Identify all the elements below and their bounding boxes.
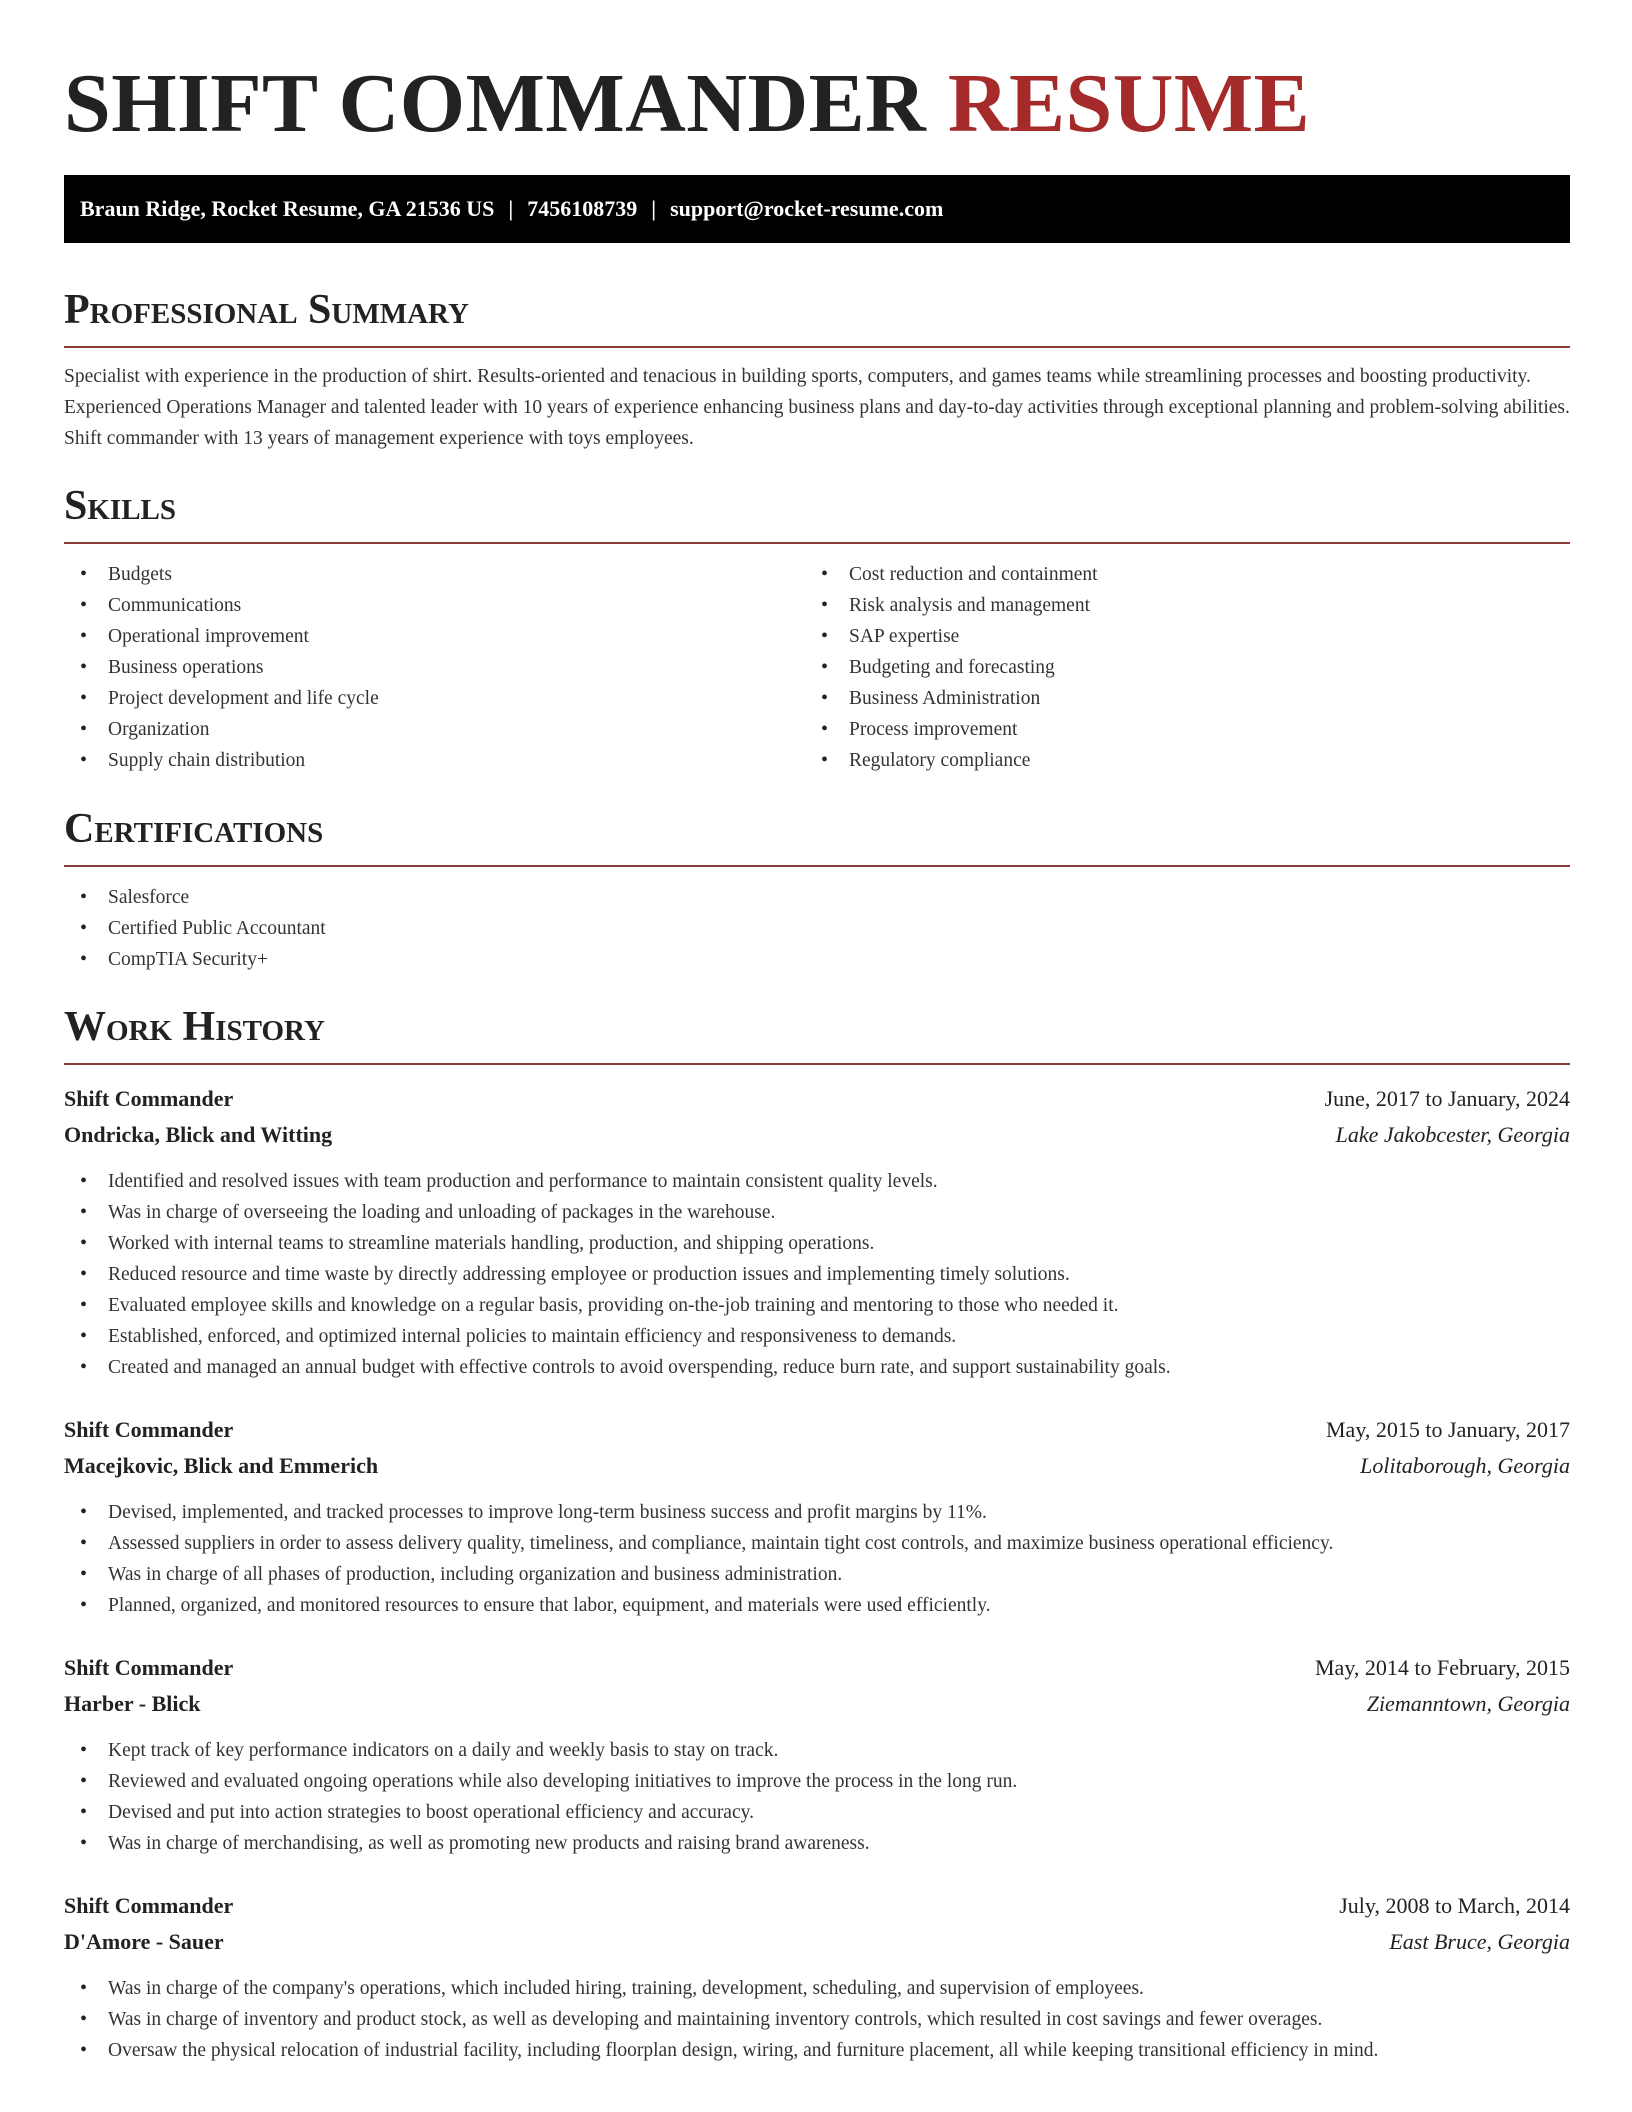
section-divider	[64, 1063, 1570, 1065]
job-entry	[64, 1412, 1570, 1621]
job-header	[64, 1888, 1570, 1924]
job-duties	[64, 1497, 1570, 1621]
resume-page	[64, 0, 1570, 2066]
job-entry	[64, 1650, 1570, 1859]
job-header	[64, 1412, 1570, 1448]
job-duty-item: • Was in charge of all phases of production, including organization and business administration.	[64, 1559, 1570, 1590]
job-duty-item: • Devised and put into action strategies to boost operational efficiency and accuracy.	[64, 1797, 1570, 1828]
contact-phone: 7456108739	[527, 196, 638, 221]
summary-section	[64, 285, 1570, 454]
job-subheader	[64, 1117, 1570, 1153]
skill-item: • Risk analysis and management	[805, 590, 1546, 621]
job-duty-item: • Assessed suppliers in order to assess delivery quality, timeliness, and compliance, maintain tight cost controls, and maximize business operational efficiency.	[64, 1528, 1570, 1559]
skill-item: • Cost reduction and containment	[805, 559, 1546, 590]
job-duty-item: • Worked with internal teams to streamline materials handling, production, and shipping operations.	[64, 1228, 1570, 1259]
job-location: East Bruce, Georgia	[1389, 1929, 1570, 1954]
job-header	[64, 1650, 1570, 1686]
job-duties	[64, 1735, 1570, 1859]
job-location: Lake Jakobcester, Georgia	[1335, 1122, 1570, 1147]
job-duty-item: • Was in charge of overseeing the loading and unloading of packages in the warehouse.	[64, 1197, 1570, 1228]
certifications-list	[64, 882, 1570, 975]
job-entry	[64, 1888, 1570, 2066]
job-duty-item: • Reviewed and evaluated ongoing operations while also developing initiatives to improve the process in the long run.	[64, 1766, 1570, 1797]
skill-item: • Budgeting and forecasting	[805, 652, 1546, 683]
job-duty-item: • Was in charge of merchandising, as well as promoting new products and raising brand awareness.	[64, 1828, 1570, 1859]
job-duty-item: • Reduced resource and time waste by directly addressing employee or production issues and implementing timely solutions.	[64, 1259, 1570, 1290]
summary-text: Specialist with experience in the production of shirt. Results-oriented and tenacious in building sports, computers, and games teams while streamlining processes and boosting productivity. Experienced Operations Manager and talented leader with 10 years of experience enhancing business plans and day-to-day activities through exceptional planning and problem-solving abilities. Shift commander with 13 years of management experience with toys employees.	[64, 366, 1570, 449]
job-duty-item: • Planned, organized, and monitored resources to ensure that labor, equipment, and materials were used efficiently.	[64, 1590, 1570, 1621]
job-duties	[64, 1973, 1570, 2066]
skill-item: • Business operations	[64, 652, 805, 683]
skill-item: • Project development and life cycle	[64, 683, 805, 714]
job-duties	[64, 1166, 1570, 1383]
job-duty-item: • Was in charge of the company's operations, which included hiring, training, development, scheduling, and supervision of employees.	[64, 1973, 1570, 2004]
job-role: Shift Commander	[64, 1417, 234, 1442]
certification-item: • Salesforce	[64, 882, 1570, 913]
job-role: Shift Commander	[64, 1655, 234, 1680]
job-company: Ondricka, Blick and Witting	[64, 1122, 333, 1147]
job-subheader	[64, 1924, 1570, 1960]
skills-column-right	[805, 559, 1546, 776]
skill-item: • Regulatory compliance	[805, 745, 1546, 776]
job-subheader	[64, 1686, 1570, 1722]
skills-column-left	[64, 559, 805, 776]
skill-item: • Business Administration	[805, 683, 1546, 714]
job-dates: July, 2008 to March, 2014	[1339, 1893, 1570, 1918]
job-duty-item: • Devised, implemented, and tracked processes to improve long-term business success and profit margins by 11%.	[64, 1497, 1570, 1528]
certifications-section	[64, 804, 1570, 975]
work-history-heading: Work History	[64, 1004, 325, 1050]
contact-address: Braun Ridge, Rocket Resume, GA 21536 US	[80, 196, 495, 221]
skill-item: • Supply chain distribution	[64, 745, 805, 776]
work-history-section	[64, 1002, 1570, 2066]
certification-item: • Certified Public Accountant	[64, 913, 1570, 944]
skill-item: • Organization	[64, 714, 805, 745]
job-duty-item: • Identified and resolved issues with team production and performance to maintain consistent quality levels.	[64, 1166, 1570, 1197]
section-divider	[64, 865, 1570, 867]
skills-list-right	[805, 559, 1546, 776]
job-duty-item: • Evaluated employee skills and knowledge on a regular basis, providing on-the-job training and mentoring to those who needed it.	[64, 1290, 1570, 1321]
job-dates: May, 2014 to February, 2015	[1315, 1655, 1570, 1680]
skill-item: • Process improvement	[805, 714, 1546, 745]
job-company: Macejkovic, Blick and Emmerich	[64, 1453, 379, 1478]
skills-heading: Skills	[64, 483, 177, 529]
resume-title-accent: RESUME	[947, 57, 1311, 150]
job-subheader	[64, 1448, 1570, 1484]
job-location: Ziemanntown, Georgia	[1366, 1691, 1570, 1716]
skills-list-left	[64, 559, 805, 776]
section-divider	[64, 346, 1570, 348]
contact-email: support@rocket-resume.com	[670, 196, 944, 221]
skill-item: • Communications	[64, 590, 805, 621]
job-header	[64, 1081, 1570, 1117]
job-company: D'Amore - Sauer	[64, 1929, 224, 1954]
skill-item: • Operational improvement	[64, 621, 805, 652]
job-location: Lolitaborough, Georgia	[1360, 1453, 1570, 1478]
job-duty-item: • Created and managed an annual budget with effective controls to avoid overspending, reduce burn rate, and support sustainability goals.	[64, 1352, 1570, 1383]
skill-item: • SAP expertise	[805, 621, 1546, 652]
job-dates: June, 2017 to January, 2024	[1324, 1086, 1570, 1111]
resume-title-main: SHIFT COMMANDER	[64, 57, 927, 150]
job-role: Shift Commander	[64, 1893, 234, 1918]
certifications-heading: Certifications	[64, 806, 324, 852]
resume-title	[64, 0, 1570, 152]
section-divider	[64, 542, 1570, 544]
skill-item: • Budgets	[64, 559, 805, 590]
contact-separator: |	[651, 196, 657, 221]
job-company: Harber - Blick	[64, 1691, 201, 1716]
job-duty-item: • Kept track of key performance indicators on a daily and weekly basis to stay on track.	[64, 1735, 1570, 1766]
certification-item: • CompTIA Security+	[64, 944, 1570, 975]
contact-separator: |	[508, 196, 514, 221]
summary-heading: Professional Summary	[64, 287, 469, 333]
job-duty-item: • Oversaw the physical relocation of industrial facility, including floorplan design, wiring, and furniture placement, all while keeping transitional efficiency in mind.	[64, 2035, 1570, 2066]
contact-bar	[64, 175, 1570, 243]
skills-section	[64, 481, 1570, 776]
job-duty-item: • Established, enforced, and optimized internal policies to maintain efficiency and responsiveness to demands.	[64, 1321, 1570, 1352]
job-entry	[64, 1081, 1570, 1383]
job-role: Shift Commander	[64, 1086, 234, 1111]
job-dates: May, 2015 to January, 2017	[1326, 1417, 1570, 1442]
skills-grid	[64, 559, 1570, 776]
job-duty-item: • Was in charge of inventory and product stock, as well as developing and maintaining inventory controls, which resulted in cost savings and fewer overages.	[64, 2004, 1570, 2035]
